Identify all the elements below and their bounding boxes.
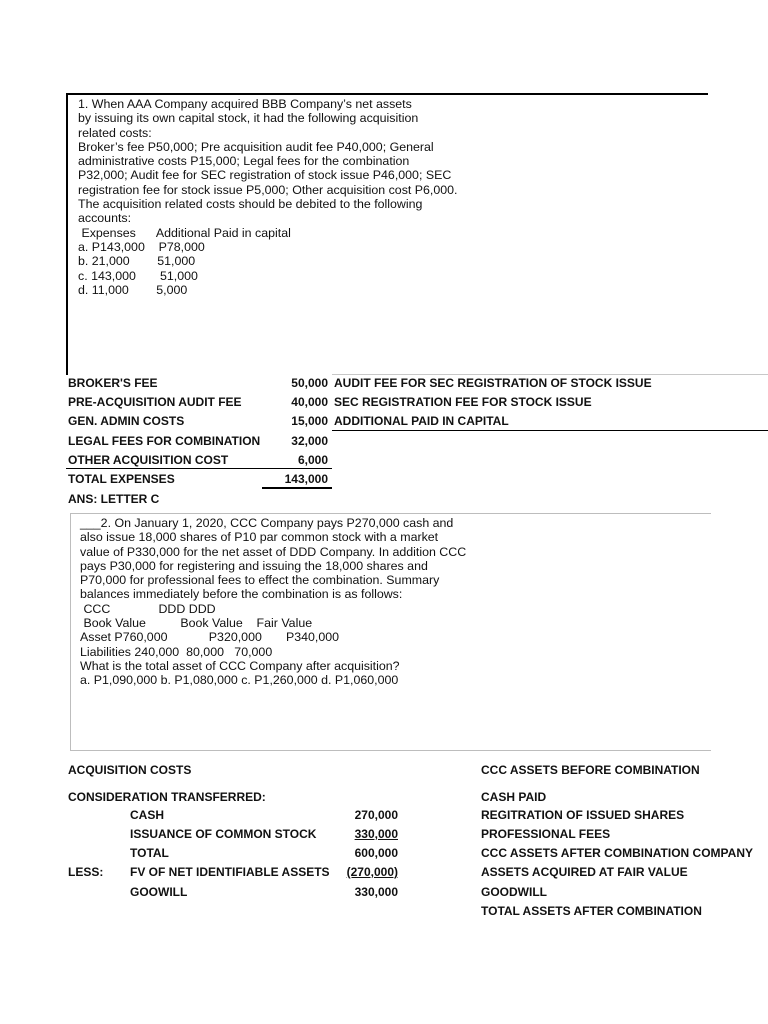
q2-line: Book Value Book Value Fair Value [80, 616, 313, 631]
total-bottom-rule [262, 487, 332, 489]
consideration-label: CONSIDERATION TRANSFERRED: [68, 790, 266, 804]
question-1-text [78, 97, 458, 297]
gridline [332, 374, 768, 375]
q2-line: ___2. On January 1, 2020, CCC Company pays P270,000 cash and [80, 516, 454, 530]
q1-line: accounts: [78, 211, 132, 226]
ccc-item-label: CASH PAID [481, 790, 547, 804]
stock-value: 330,000 [354, 827, 398, 841]
expense-row-value: 15,000 [291, 414, 328, 428]
apic-row-label: ADDITIONAL PAID IN CAPITAL [334, 414, 509, 428]
ccc-item-label: CCC ASSETS BEFORE COMBINATION [481, 763, 700, 777]
expense-row-label: PRE-ACQUISITION AUDIT FEE [68, 395, 242, 409]
q1-line: c. 143,000 51,000 [78, 268, 198, 283]
expense-row-label: GEN. ADMIN COSTS [68, 414, 185, 428]
ccc-item-label: TOTAL ASSETS AFTER COMBINATION [481, 904, 702, 918]
apic-rule [332, 430, 768, 431]
expense-row-label: BROKER'S FEE [68, 376, 158, 390]
apic-row-label: AUDIT FEE FOR SEC REGISTRATION OF STOCK ISSUE [334, 376, 652, 390]
q1-line: d. 11,000 5,000 [78, 282, 188, 297]
question-2-text [80, 516, 466, 688]
apic-row-label: SEC REGISTRATION FEE FOR STOCK ISSUE [334, 395, 592, 409]
stock-label: ISSUANCE OF COMMON STOCK [130, 827, 317, 841]
q2-line: a. P1,090,000 b. P1,080,000 c. P1,260,000 d. P1,060,000 [80, 673, 399, 688]
fv-label: FV OF NET IDENTIFIABLE ASSETS [130, 865, 330, 879]
ccc-item-label: GOODWILL [481, 885, 547, 899]
cash-label: CASH [130, 808, 165, 822]
q1-line: a. P143,000 P78,000 [78, 239, 205, 254]
goodwill-value: 330,000 [354, 885, 398, 899]
total-expenses-value: 143,000 [284, 472, 328, 486]
total-expenses-label: TOTAL EXPENSES [68, 472, 175, 486]
fv-value: (270,000) [346, 865, 398, 879]
q1-line: 1. When AAA Company acquired BBB Company’s net assets [78, 97, 412, 111]
ccc-item-label: PROFESSIONAL FEES [481, 827, 611, 841]
acquisition-costs-title: ACQUISITION COSTS [68, 763, 192, 777]
goodwill-label: GOOWILL [130, 885, 188, 899]
less-label: LESS: [68, 865, 104, 879]
q1-line: Broker’s fee P50,000; Pre acquisition audit fee P40,000; General [78, 139, 434, 154]
ccc-item-label: ASSETS ACQUIRED AT FAIR VALUE [481, 865, 688, 879]
q1-line: b. 21,000 51,000 [78, 254, 196, 269]
expense-row-value: 50,000 [291, 376, 328, 390]
q1-line: The acquisition related costs should be debited to the following [78, 197, 423, 212]
answer-text: ANS: LETTER C [68, 492, 160, 506]
q1-line: by issuing its own capital stock, it had the following acquisition [78, 111, 419, 126]
expense-row-value: 6,000 [297, 453, 328, 467]
total-value: 600,000 [354, 846, 398, 860]
q1-line: related costs: [78, 125, 152, 140]
total-label: TOTAL [130, 846, 169, 860]
q2-line: balances immediately before the combination is as follows: [80, 587, 403, 602]
expense-row-value: 40,000 [291, 395, 328, 409]
total-row-rule [66, 468, 332, 469]
q2-line: Liabilities 240,000 80,000 70,000 [80, 644, 273, 659]
expense-row-label: OTHER ACQUISITION COST [68, 453, 229, 467]
q1-line: administrative costs P15,000; Legal fees for the combination [78, 154, 410, 169]
q1-line: P32,000; Audit fee for SEC registration of stock issue P46,000; SEC [78, 168, 452, 183]
ccc-item-label: REGITRATION OF ISSUED SHARES [481, 808, 685, 822]
q1-line: registration fee for stock issue P5,000; Other acquisition cost P6,000. [78, 182, 458, 197]
expense-row-value: 32,000 [291, 434, 328, 448]
q2-line: What is the total asset of CCC Company after acquisition? [80, 658, 400, 673]
expense-row-label: LEGAL FEES FOR COMBINATION [68, 434, 261, 448]
q2-line: value of P330,000 for the net asset of DDD Company. In addition CCC [80, 544, 467, 559]
q1-line: Expenses Additional Paid in capital [78, 225, 291, 240]
q2-line: pays P30,000 for registering and issuing the 18,000 shares and [80, 558, 428, 573]
ccc-item-label: CCC ASSETS AFTER COMBINATION COMPANY [481, 846, 753, 860]
q2-line: P70,000 for professional fees to effect the combination. Summary [80, 573, 440, 588]
q2-line: Asset P760,000 P320,000 P340,000 [80, 630, 339, 645]
cash-value: 270,000 [354, 808, 398, 822]
q2-line: CCC DDD DDD [80, 601, 216, 616]
q2-line: also issue 18,000 shares of P10 par common stock with a market [80, 530, 439, 545]
